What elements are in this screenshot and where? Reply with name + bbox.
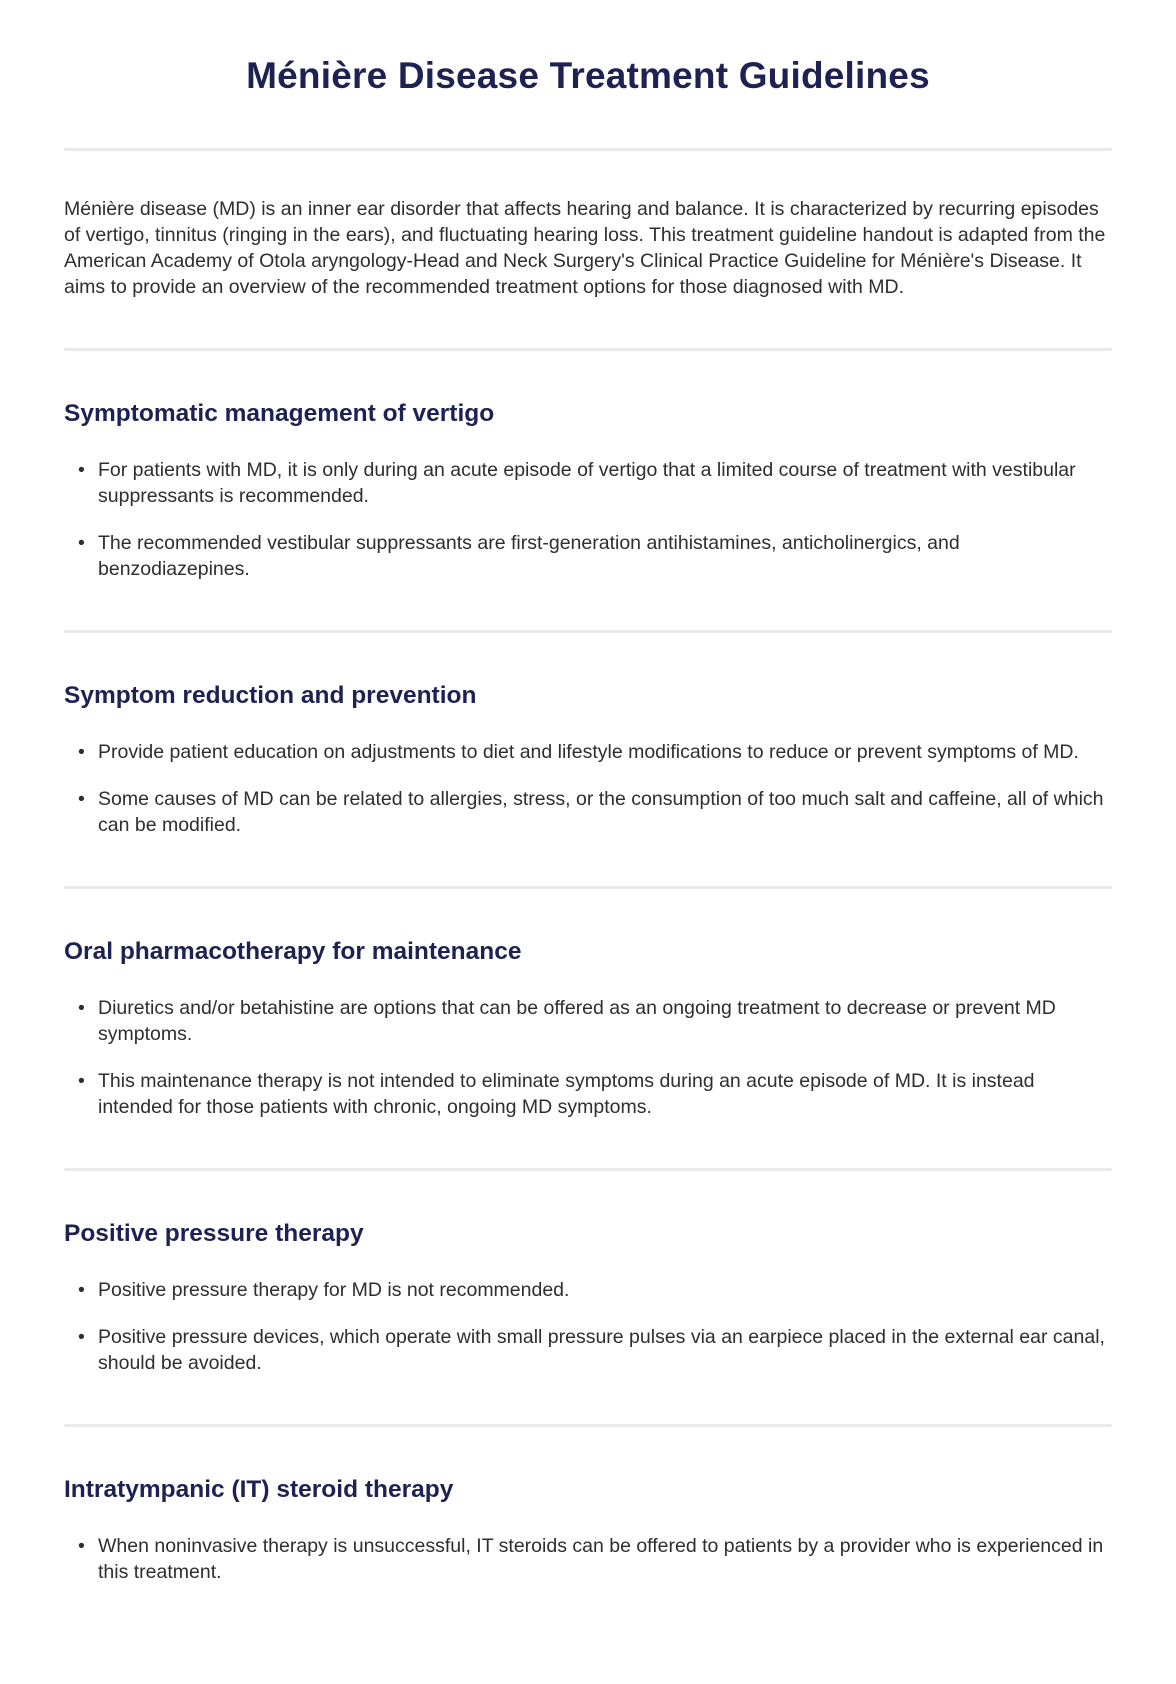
intro-paragraph: Ménière disease (MD) is an inner ear disorder that affects hearing and balance. It is characterized by recurring episodes of vertigo, tinnitus (ringing in the ears), and fluctuating hearing loss. This treatment guideline handout is adapted from the American Academy of Otola aryngology-Head and Neck Surgery's Clinical Practice Guideline for Ménière's Disease. It aims to provide an overview of the recommended treatment options for those diagnosed with MD. bbox=[64, 198, 1106, 298]
section-symptomatic-management-of-vertigo bbox=[64, 399, 1112, 582]
bullet-item: • Positive pressure therapy for MD is not recommended. bbox=[64, 1277, 1112, 1303]
bullet-list bbox=[64, 1533, 1112, 1585]
bullet-list bbox=[64, 739, 1112, 838]
section-heading: Intratympanic (IT) steroid therapy bbox=[64, 1476, 454, 1503]
section-heading: Positive pressure therapy bbox=[64, 1220, 364, 1247]
divider bbox=[64, 148, 1112, 151]
section-heading: Oral pharmacotherapy for maintenance bbox=[64, 938, 522, 965]
bullet-list bbox=[64, 1277, 1112, 1376]
bullet-list bbox=[64, 457, 1112, 582]
section-heading: Symptom reduction and prevention bbox=[64, 682, 477, 709]
divider bbox=[64, 1168, 1112, 1171]
bullet-item: • Some causes of MD can be related to allergies, stress, or the consumption of too much salt and caffeine, all of which can be modified. bbox=[64, 786, 1112, 838]
bullet-item: • Positive pressure devices, which operate with small pressure pulses via an earpiece placed in the external ear canal, should be avoided. bbox=[64, 1324, 1112, 1376]
section-heading: Symptomatic management of vertigo bbox=[64, 400, 495, 427]
divider bbox=[64, 886, 1112, 889]
bullet-item: • Provide patient education on adjustments to diet and lifestyle modifications to reduce or prevent symptoms of MD. bbox=[64, 739, 1112, 765]
bullet-list bbox=[64, 995, 1112, 1120]
section-intratympanic-steroid-therapy bbox=[64, 1475, 1112, 1585]
section-oral-pharmacotherapy-for-maintenance bbox=[64, 937, 1112, 1120]
divider bbox=[64, 1424, 1112, 1427]
section-positive-pressure-therapy bbox=[64, 1219, 1112, 1376]
document-page bbox=[0, 54, 1176, 1645]
section-symptom-reduction-and-prevention bbox=[64, 681, 1112, 838]
bullet-item: • For patients with MD, it is only during an acute episode of vertigo that a limited course of treatment with vestibular suppressants is recommended. bbox=[64, 457, 1112, 509]
bullet-item: • Diuretics and/or betahistine are options that can be offered as an ongoing treatment to decrease or prevent MD symptoms. bbox=[64, 995, 1112, 1047]
bullet-item: • The recommended vestibular suppressants are first-generation antihistamines, anticholinergics, and benzodiazepines. bbox=[64, 530, 1112, 582]
bullet-item: • This maintenance therapy is not intended to eliminate symptoms during an acute episode of MD. It is instead intended for those patients with chronic, ongoing MD symptoms. bbox=[64, 1068, 1112, 1120]
page-title: Ménière Disease Treatment Guidelines bbox=[246, 55, 930, 96]
bullet-item: • When noninvasive therapy is unsuccessful, IT steroids can be offered to patients by a provider who is experienced in this treatment. bbox=[64, 1533, 1112, 1585]
divider bbox=[64, 348, 1112, 351]
divider bbox=[64, 630, 1112, 633]
